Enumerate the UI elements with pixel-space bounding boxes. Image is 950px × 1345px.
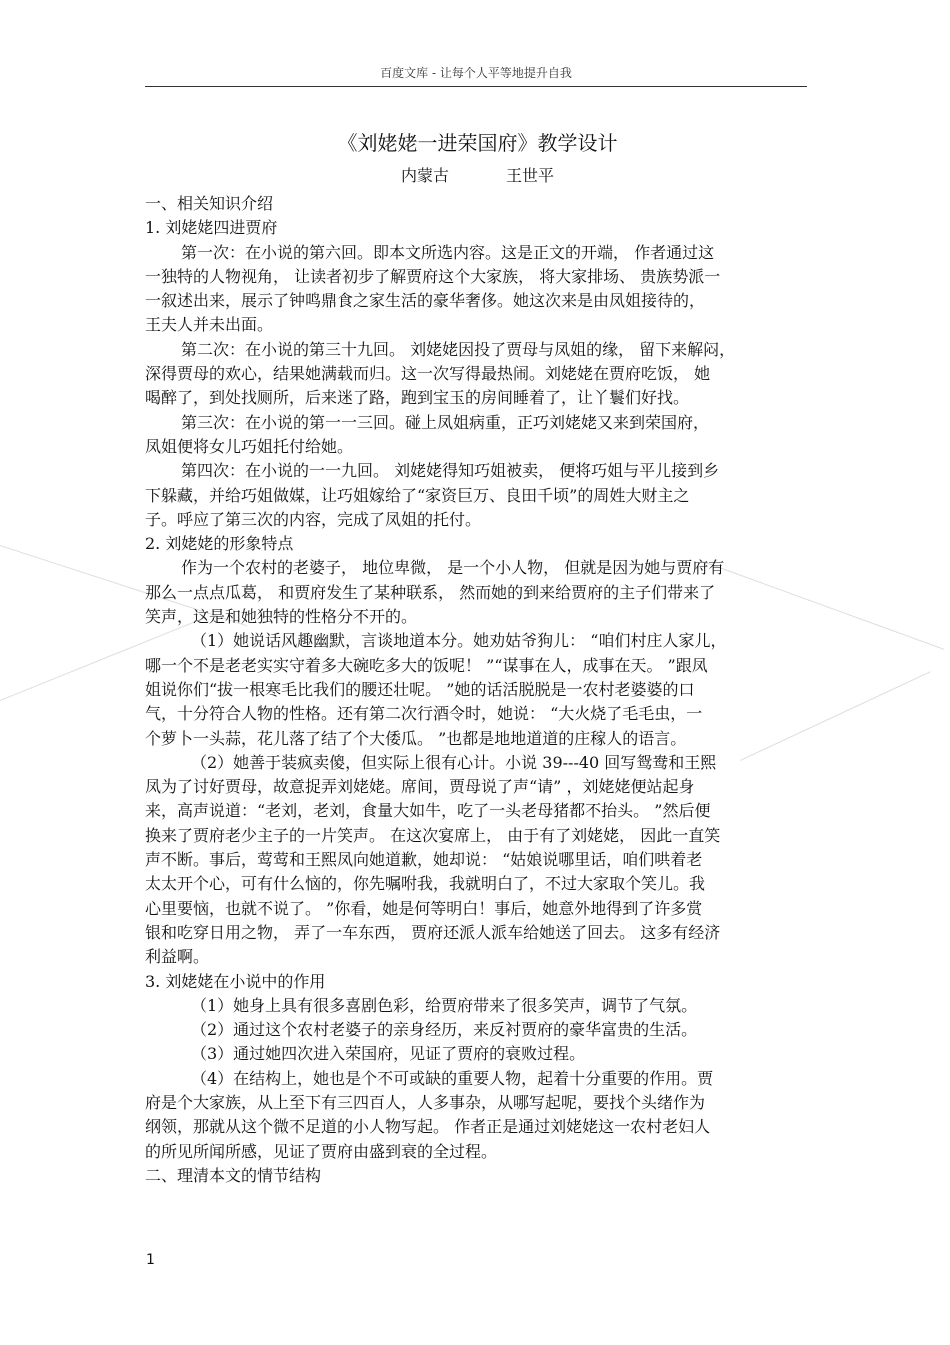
text-line: 姐说你们“拔一根寒毛比我们的腰还壮呢。 ”她的话活脱脱是一农村老婆婆的口 (145, 679, 695, 699)
author-name: 王世平 (506, 166, 555, 185)
document-lines (145, 192, 810, 1188)
page-number: 1 (146, 1252, 155, 1268)
text-line: （4）在结构上，她也是个不可或缺的重要人物，起着十分重要的作用。贾 (191, 1068, 714, 1088)
text-line: 凤姐便将女儿巧姐托付给她。 (145, 436, 354, 456)
text-line: 太太开个心，可有什么恼的，你先嘱咐我，我就明白了，不过大家取个笑儿。我 (145, 874, 706, 894)
text-line: 1. 刘姥姥四进贾府 (145, 218, 278, 238)
text-line: 声不断。事后，莺莺和王熙凤向她道歉，她却说： “姑娘说哪里话，咱们哄着老 (145, 850, 703, 870)
text-line: （1）她身上具有很多喜剧色彩，给贾府带来了很多笑声，调节了气氛。 (191, 995, 698, 1015)
document-body (145, 128, 810, 1188)
text-line: 喝醉了，到处找厕所，后来迷了路，跑到宝玉的房间睡着了，让丫鬟们好找。 (145, 388, 690, 408)
author-region: 内蒙古 (400, 166, 449, 185)
document-title: 《刘姥姥一进荣国府》教学设计 (337, 131, 618, 155)
text-line: 银和吃穿日用之物， 弄了一车东西， 贾府还派人派车给她送了回去。 这多有经济 (145, 922, 721, 942)
text-line: 一独特的人物视角， 让读者初步了解贾府这个大家族， 将大家排场、 贵族势派一 (145, 266, 721, 286)
text-line: 2. 刘姥姥的形象特点 (145, 534, 294, 554)
text-line: 一叙述出来，展示了钟鸣鼎食之家生活的豪华奢侈。她这次来是由凤姐接待的， (145, 291, 706, 311)
text-line: （2）她善于装疯卖傻，但实际上很有心计。小说 39---40 回写鸳鸯和王熙 (191, 752, 717, 772)
text-line: 来，高声说道：“老刘，老刘，食量大如牛，吃了一头老母猪都不抬头。 ”然后便 (145, 801, 711, 821)
text-line: 个萝卜一头蒜，花儿落了结了个大倭瓜。 ”也都是地地道道的庄稼人的语言。 (145, 728, 687, 748)
text-line: 换来了贾府老少主子的一片笑声。 在这次宴席上， 由于有了刘姥姥， 因此一直笑 (145, 825, 721, 845)
text-line: 哪一个不是老老实实守着多大碗吃多大的饭呢！ ”“谋事在人，成事在天。 ”跟凤 (145, 655, 708, 675)
text-line: 第二次：在小说的第三十九回。 刘姥姥因投了贾母与凤姐的缘， 留下来解闷， (181, 339, 736, 359)
text-line: 那么一点点瓜葛， 和贾府发生了某种联系， 然而她的到来给贾府的主子们带来了 (145, 582, 716, 602)
text-line: 子。呼应了第三次的内容，完成了凤姐的托付。 (145, 509, 482, 529)
text-line: 纲领，那就从这个微不足道的小人物写起。 作者正是通过刘姥姥这一农村老妇人 (145, 1117, 711, 1137)
text-line: 第三次：在小说的第一一三回。碰上凤姐病重，正巧刘姥姥又来到荣国府， (181, 412, 710, 432)
text-line: 作为一个农村的老婆子， 地位卑微， 是一个小人物， 但就是因为她与贾府有 (181, 558, 725, 578)
text-line: 王夫人并未出面。 (145, 315, 274, 335)
text-line: 的所见所闻所感，见证了贾府由盛到衰的全过程。 (145, 1141, 498, 1161)
text-line: 气，十分符合人物的性格。还有第二次行酒令时，她说： “大火烧了毛毛虫，一 (145, 704, 703, 724)
text-line: （3）通过她四次进入荣国府，见证了贾府的衰败过程。 (191, 1044, 586, 1064)
text-line: 第一次：在小说的第六回。即本文所选内容。这是正文的开端， 作者通过这 (181, 242, 715, 262)
text-line: 心里要恼，也就不说了。 ”你看，她是何等明白！事后，她意外地得到了许多赏 (145, 898, 703, 918)
text-line: 第四次：在小说的一一九回。 刘姥姥得知巧姐被卖， 便将巧姐与平儿接到乡 (181, 461, 720, 481)
author-byline (145, 164, 810, 188)
text-line: 利益啊。 (145, 947, 210, 967)
text-line: 凤为了讨好贾母，故意捉弄刘姥姥。席间，贾母说了声“请” ，刘姥姥便站起身 (145, 777, 695, 797)
text-line: 一、相关知识介绍 (145, 194, 274, 213)
text-line: 府是个大家族，从上至下有三四百人，人多事杂，从哪写起呢，要找个头绪作为 (145, 1092, 706, 1112)
page-header: 百度文库 - 让每个人平等地提升自我 (145, 60, 807, 87)
text-line: 二、理清本文的情节结构 (145, 1165, 322, 1185)
text-line: （1）她说话风趣幽默，言谈地道本分。她劝姑爷狗儿： “咱们村庄人家儿， (191, 631, 727, 651)
text-line: 笑声，这是和她独特的性格分不开的。 (145, 607, 418, 627)
text-line: （2）通过这个农村老婆子的亲身经历，来反衬贾府的豪华富贵的生活。 (191, 1020, 698, 1040)
text-line: 3. 刘姥姥在小说中的作用 (145, 971, 326, 991)
text-line: 下躲藏，并给巧姐做媒，让巧姐嫁给了“家资巨万、良田千顷”的周姓大财主之 (145, 485, 690, 505)
text-line: 深得贾母的欢心，结果她满载而归。这一次写得最热闹。刘姥姥在贾府吃饭， 她 (145, 364, 711, 384)
